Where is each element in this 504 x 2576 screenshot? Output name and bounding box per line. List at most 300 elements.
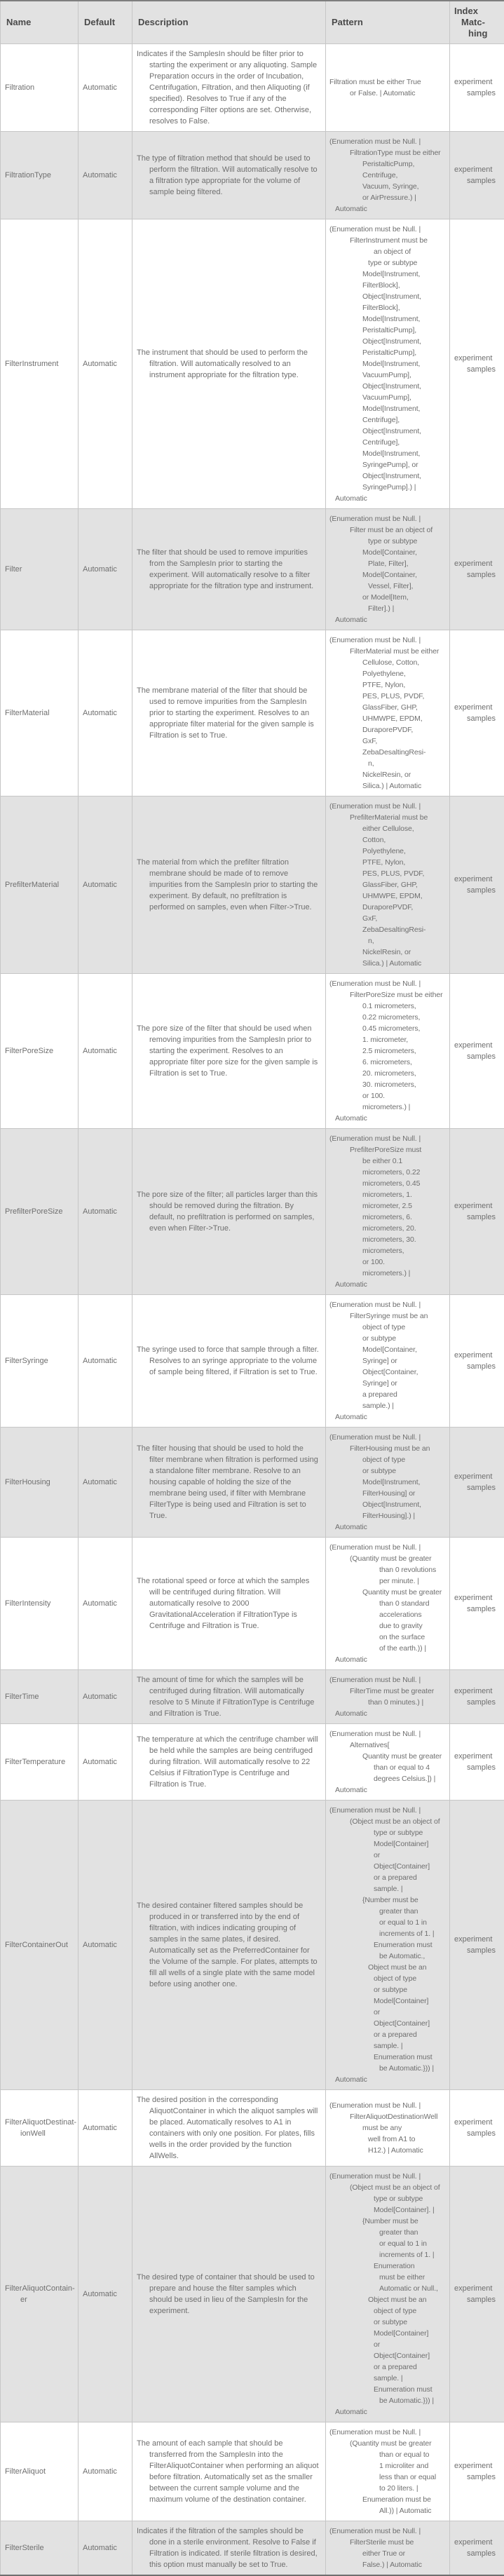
option-name-text: FilterIntensity	[1, 1598, 78, 1609]
cell-index-matching	[450, 44, 504, 132]
cell-description	[132, 1428, 326, 1538]
cell-pattern	[326, 219, 450, 509]
option-name-text: FilterPoreSize	[1, 1045, 78, 1057]
pattern-line-text: Syringe] or	[326, 1378, 449, 1389]
pattern-line-text: Object[Container]	[326, 1861, 449, 1872]
pattern-line-text: Model[Container]. |	[326, 2204, 449, 2216]
pattern-line-text: GlassFiber, GHP,	[326, 702, 449, 713]
cell-index-matching	[450, 1724, 504, 1801]
pattern-line-text: than or equal to	[326, 2449, 449, 2460]
pattern-line-text: Model[Container,	[326, 547, 449, 558]
table-row-FilterTemperature	[1, 1724, 504, 1801]
pattern-line-text: object of type	[326, 1454, 449, 1465]
pattern-line-text: or equal to 1 in	[326, 1917, 449, 1928]
description-text: The desired position in the corresponding AliquotContainer in which the aliquot samples will be placed. Automatically resolves to A1 in containers with only one position. For plates, fills wells in the order provided by the function AllWells.	[132, 2094, 325, 2162]
cell-default-value	[79, 44, 132, 132]
pattern-line-text: type or subtype	[326, 536, 449, 547]
pattern-line-text: Automatic	[326, 1521, 449, 1533]
pattern-line-text: Automatic or Null.,	[326, 2283, 449, 2294]
pattern-line-text: greater than	[326, 1906, 449, 1917]
pattern-line-text: (Enumeration must be Null. |	[326, 978, 449, 989]
cell-index-matching	[450, 2422, 504, 2521]
pattern-line-text: Centrifuge,	[326, 170, 449, 181]
column-header-label: Pattern	[326, 17, 363, 27]
pattern-line-text: Object[Instrument,	[326, 470, 449, 482]
description-text: The material from which the prefilter filtration membrane should be made of to remove impurities from the SamplesIn prior to starting the experiment. By default, no prefiltration is performed on samples, even when Filter->True.	[132, 857, 325, 913]
pattern-line-text: (Enumeration must be Null. |	[326, 1299, 449, 1310]
option-name-text: PrefilterPoreSize	[1, 1206, 78, 1217]
cell-option-name	[1, 2167, 79, 2422]
default-value-text: Automatic	[79, 879, 132, 890]
cell-option-name	[1, 974, 79, 1129]
cell-default-value	[79, 2422, 132, 2521]
pattern-line-text: either Cellulose,	[326, 823, 449, 834]
pattern-line-text: per minute. |	[326, 1575, 449, 1587]
pattern-line-text: 0.45 micrometers,	[326, 1023, 449, 1034]
option-name-text: Filter	[1, 564, 78, 575]
pattern-line-text: {Number must be	[326, 1894, 449, 1906]
cell-pattern	[326, 796, 450, 974]
pattern-line-text: object of type	[326, 1322, 449, 1333]
default-value-text: Automatic	[79, 564, 132, 575]
index-matching-text: experiment samples	[450, 1686, 504, 1708]
option-name-text: FilterHousing	[1, 1477, 78, 1488]
pattern-line-text: or Model[Item,	[326, 592, 449, 603]
cell-index-matching	[450, 796, 504, 974]
cell-index-matching	[450, 1428, 504, 1538]
option-name-text: FilterAliquotDestinat-	[1, 2117, 78, 2128]
cell-option-name	[1, 2090, 79, 2167]
pattern-line-text: DuraporePVDF,	[326, 902, 449, 913]
pattern-line-text: Polyethylene,	[326, 668, 449, 679]
option-name-text: FilterMaterial	[1, 707, 78, 719]
pattern-line-text: Object must be an	[326, 2294, 449, 2305]
pattern-line-text: (Enumeration must be Null. |	[326, 1728, 449, 1740]
pattern-line-text: GlassFiber, GHP,	[326, 879, 449, 890]
cell-option-name	[1, 1129, 79, 1295]
pattern-line-text: well from A1 to	[326, 2134, 449, 2145]
pattern-line-text: Model[Container]	[326, 2328, 449, 2339]
pattern-line-text: to 20 liters. |	[326, 2483, 449, 2494]
cell-option-name	[1, 1724, 79, 1801]
cell-option-name	[1, 1538, 79, 1670]
pattern-line-text: PeristalticPump],	[326, 347, 449, 358]
table-row-Filter	[1, 509, 504, 630]
pattern-line-text: PeristalticPump,	[326, 158, 449, 170]
pattern-line-text: All.)) | Automatic	[326, 2505, 449, 2516]
cell-option-name	[1, 219, 79, 509]
pattern-line-text: (Enumeration must be Null. |	[326, 136, 449, 147]
cell-option-name	[1, 509, 79, 630]
table-row-FilterIntensity	[1, 1538, 504, 1670]
pattern-line-text: Automatic	[326, 1113, 449, 1124]
pattern-line-text: FilterBlock],	[326, 302, 449, 313]
default-value-text: Automatic	[79, 1477, 132, 1488]
pattern-line-text: GxF,	[326, 913, 449, 924]
table-row-FilterHousing	[1, 1428, 504, 1538]
cell-index-matching	[450, 1295, 504, 1428]
cell-pattern	[326, 132, 450, 219]
pattern-line-text: FilterBlock],	[326, 280, 449, 291]
index-matching-text: experiment samples	[450, 1350, 504, 1372]
cell-description	[132, 1670, 326, 1724]
cell-description	[132, 2422, 326, 2521]
pattern-line-text: PrefilterPoreSize must	[326, 1144, 449, 1155]
index-matching-text: experiment samples	[450, 1592, 504, 1615]
cell-pattern	[326, 1724, 450, 1801]
pattern-line-text: ZebaDesaltingResi-	[326, 924, 449, 935]
index-matching-text: experiment samples	[450, 2283, 504, 2305]
pattern-line-text: than or equal to 4	[326, 1762, 449, 1773]
pattern-line-text: micrometers.) |	[326, 1268, 449, 1279]
pattern-line-text: than 0 minutes.) |	[326, 1697, 449, 1708]
table-row-FiltrationType	[1, 132, 504, 219]
pattern-line-text: Object[Container]	[326, 2018, 449, 2029]
cell-pattern	[326, 1295, 450, 1428]
default-value-text: Automatic	[79, 707, 132, 719]
default-value-text: Automatic	[79, 358, 132, 370]
header-row	[1, 1, 504, 44]
default-value-text: Automatic	[79, 1355, 132, 1367]
pattern-line-text: Model[Instrument,	[326, 403, 449, 414]
pattern-line-text: FilterPoreSize must be either	[326, 989, 449, 1001]
default-value-text: Automatic	[79, 2122, 132, 2134]
pattern-line-text: micrometer, 2.5	[326, 1200, 449, 1212]
index-matching-text: experiment samples	[450, 1471, 504, 1493]
pattern-line-text: or equal to 1 in	[326, 2238, 449, 2249]
pattern-line-text: micrometers, 30.	[326, 1234, 449, 1245]
table-row-FilterAliquotDestinationWell	[1, 2090, 504, 2167]
index-matching-text: experiment samples	[450, 1040, 504, 1062]
pattern-line-text: (Enumeration must be Null. |	[326, 1674, 449, 1686]
cell-description	[132, 796, 326, 974]
pattern-line-text: than 0 revolutions	[326, 1564, 449, 1575]
option-name-text: FilterAliquot	[1, 2466, 78, 2477]
pattern-line-text: 0.22 micrometers,	[326, 1012, 449, 1023]
cell-description	[132, 2521, 326, 2576]
pattern-line-text: Polyethylene,	[326, 846, 449, 857]
description-text: Indicates if the filtration of the samples should be done in a sterile environment. Resolve to False if Filtration is indicated. If sterile filtration is desired, this option must manually be set to True.	[132, 2526, 325, 2570]
pattern-line-text: (Quantity must be greater	[326, 1553, 449, 1564]
index-matching-text: experiment samples	[450, 2537, 504, 2559]
pattern-line-text: Cotton,	[326, 834, 449, 846]
cell-pattern	[326, 1129, 450, 1295]
table-row-FilterAliquotContainer	[1, 2167, 504, 2422]
index-matching-text: experiment samples	[450, 558, 504, 581]
default-value-text: Automatic	[79, 170, 132, 181]
pattern-line-text: H12.) | Automatic	[326, 2145, 449, 2156]
index-matching-text: experiment samples	[450, 1200, 504, 1223]
pattern-line-text: (Enumeration must be Null. |	[326, 801, 449, 812]
default-value-text: Automatic	[79, 2289, 132, 2300]
cell-index-matching	[450, 1801, 504, 2090]
pattern-line-text: Enumeration must be	[326, 2494, 449, 2505]
pattern-line-text: Automatic	[326, 1411, 449, 1423]
description-text: The pore size of the filter; all particles larger than this should be removed during the filtration. By default, no prefiltration is performed on samples, even when Filter->True.	[132, 1189, 325, 1234]
pattern-line-text: Model[Instrument,	[326, 358, 449, 370]
pattern-line-text: (Enumeration must be Null. |	[326, 1542, 449, 1553]
pattern-line-text: Enumeration must	[326, 2384, 449, 2395]
pattern-line-text: FilterHousing] or	[326, 1488, 449, 1499]
pattern-line-text: Centrifuge],	[326, 437, 449, 448]
pattern-line-text: increments of 1. |	[326, 1928, 449, 1939]
pattern-line-text: or a prepared	[326, 2029, 449, 2040]
pattern-line-text: FilterSyringe must be an	[326, 1310, 449, 1322]
cell-default-value	[79, 1724, 132, 1801]
cell-description	[132, 132, 326, 219]
cell-default-value	[79, 2090, 132, 2167]
pattern-line-text: or 100.	[326, 1256, 449, 1268]
pattern-line-text: Vacuum, Syringe,	[326, 181, 449, 192]
description-text: The desired type of container that should be used to prepare and house the filter samples which should be used in lieu of the SamplesIn for the experiment.	[132, 2272, 325, 2317]
description-text: The membrane material of the filter that should be used to remove impurities from the SamplesIn prior to starting the experiment. Resolves to an appropriate filter material for the given sample is Filtration is set to True.	[132, 685, 325, 741]
pattern-line-text: micrometers,	[326, 1245, 449, 1256]
pattern-line-text: either True or	[326, 2548, 449, 2559]
pattern-line-text: Model[Instrument,	[326, 448, 449, 459]
pattern-line-text: (Enumeration must be Null. |	[326, 635, 449, 646]
cell-description	[132, 2167, 326, 2422]
pattern-line-text: object of type	[326, 2305, 449, 2317]
pattern-line-text: or a prepared	[326, 1872, 449, 1883]
pattern-line-text: Silica.) | Automatic	[326, 780, 449, 792]
cell-option-name	[1, 132, 79, 219]
pattern-line-text: Vessel, Filter],	[326, 581, 449, 592]
pattern-line-text: Automatic	[326, 2074, 449, 2085]
pattern-line-text: Quantity must be greater	[326, 1751, 449, 1762]
pattern-line-text: UHMWPE, EPDM,	[326, 890, 449, 902]
pattern-line-text: be Automatic.,	[326, 1951, 449, 1962]
pattern-line-text: or	[326, 2007, 449, 2018]
index-matching-text: experiment samples	[450, 2460, 504, 2483]
pattern-line-text: be Automatic.})) |	[326, 2063, 449, 2074]
cell-index-matching	[450, 2167, 504, 2422]
pattern-line-text: NickelResin, or	[326, 769, 449, 780]
pattern-line-text: Object[Instrument,	[326, 336, 449, 347]
table-row-FilterInstrument	[1, 219, 504, 509]
description-text: The filter that should be used to remove impurities from the SamplesIn prior to starting the experiment. Will automatically resolve to a filter appropriate for the filtration type and instrument.	[132, 547, 325, 592]
cell-index-matching	[450, 1538, 504, 1670]
column-header-label: Index	[450, 6, 504, 17]
cell-description	[132, 44, 326, 132]
cell-description	[132, 1724, 326, 1801]
table-row-PrefilterPoreSize	[1, 1129, 504, 1295]
cell-option-name	[1, 796, 79, 974]
cell-option-name	[1, 1295, 79, 1428]
pattern-line-text: VacuumPump],	[326, 392, 449, 403]
pattern-line-text: NickelResin, or	[326, 947, 449, 958]
cell-index-matching	[450, 974, 504, 1129]
pattern-line-text: (Enumeration must be Null. |	[326, 2427, 449, 2438]
pattern-line-text: sample. |	[326, 1883, 449, 1894]
default-value-text: Automatic	[79, 1598, 132, 1609]
cell-pattern	[326, 974, 450, 1129]
cell-description	[132, 2090, 326, 2167]
index-matching-text: experiment samples	[450, 164, 504, 187]
pattern-line-text: (Quantity must be greater	[326, 2438, 449, 2449]
pattern-line-text: 2.5 micrometers,	[326, 1045, 449, 1057]
pattern-line-text: Model[Instrument,	[326, 269, 449, 280]
pattern-line-text: Automatic	[326, 203, 449, 215]
option-name-text: FilterInstrument	[1, 358, 78, 370]
pattern-line-text: Model[Instrument,	[326, 1477, 449, 1488]
option-name-text: FilterAliquotContain-	[1, 2283, 78, 2294]
pattern-line-text: accelerations	[326, 1609, 449, 1620]
cell-index-matching	[450, 630, 504, 796]
index-matching-text: experiment samples	[450, 76, 504, 99]
pattern-line-text: Object[Container]	[326, 2350, 449, 2361]
description-text: The rotational speed or force at which the samples will be centrifuged during filtration. Will automatically resolve to 2000 GravitationalAcceleration if FiltrationType is Centrifuge and Filtration is True.	[132, 1575, 325, 1632]
cell-pattern	[326, 2521, 450, 2576]
pattern-line-text: or False. | Automatic	[326, 88, 449, 99]
pattern-line-text: or subtype	[326, 1984, 449, 1995]
pattern-line-text: FilterHousing must be an	[326, 1443, 449, 1454]
column-header-default	[79, 1, 132, 44]
pattern-line-text: Object[Instrument,	[326, 381, 449, 392]
pattern-line-text: (Enumeration must be Null. |	[326, 1432, 449, 1443]
pattern-line-text: micrometers.) |	[326, 1101, 449, 1113]
pattern-line-text: Model[Container,	[326, 569, 449, 581]
pattern-line-text: FilterInstrument must be	[326, 235, 449, 246]
pattern-line-text: or AirPressure.) |	[326, 192, 449, 203]
pattern-line-text: due to gravity	[326, 1620, 449, 1632]
column-header-label: Default	[79, 17, 115, 27]
pattern-line-text: Filter].) |	[326, 603, 449, 614]
pattern-line-text: Silica.) | Automatic	[326, 958, 449, 969]
pattern-line-text: FilterSterile must be	[326, 2537, 449, 2548]
cell-index-matching	[450, 1670, 504, 1724]
pattern-line-text: micrometers, 0.45	[326, 1178, 449, 1189]
cell-index-matching	[450, 2521, 504, 2576]
pattern-line-text: FiltrationType must be either	[326, 147, 449, 158]
pattern-line-text: object of type	[326, 1973, 449, 1984]
pattern-line-text: 1. micrometer,	[326, 1034, 449, 1045]
cell-default-value	[79, 630, 132, 796]
cell-default-value	[79, 1670, 132, 1724]
table-header	[1, 1, 504, 44]
pattern-line-text: Model[Container]	[326, 1838, 449, 1850]
pattern-line-text: Automatic	[326, 1654, 449, 1665]
cell-description	[132, 1801, 326, 2090]
default-value-text: Automatic	[79, 82, 132, 93]
column-header-pattern	[326, 1, 450, 44]
pattern-line-text: must be any	[326, 2122, 449, 2134]
cell-description	[132, 974, 326, 1129]
cell-pattern	[326, 2090, 450, 2167]
cell-pattern	[326, 44, 450, 132]
pattern-line-text: Object[Container,	[326, 1367, 449, 1378]
pattern-line-text: or subtype	[326, 1465, 449, 1477]
index-matching-text: experiment samples	[450, 1751, 504, 1773]
option-name-text: FiltrationType	[1, 170, 78, 181]
cell-option-name	[1, 1801, 79, 2090]
pattern-line-text: Enumeration must	[326, 1939, 449, 1951]
cell-pattern	[326, 1670, 450, 1724]
pattern-line-text: than 0 standard	[326, 1598, 449, 1609]
index-matching-text: experiment samples	[450, 1934, 504, 1956]
index-matching-text: experiment samples	[450, 353, 504, 375]
pattern-line-text: sample.) |	[326, 1400, 449, 1411]
default-value-text: Automatic	[79, 2542, 132, 2554]
pattern-line-text: sample. |	[326, 2373, 449, 2384]
cell-description	[132, 630, 326, 796]
table-row-FilterContainerOut	[1, 1801, 504, 2090]
default-value-text: Automatic	[79, 1939, 132, 1951]
cell-default-value	[79, 1428, 132, 1538]
cell-default-value	[79, 1801, 132, 2090]
cell-default-value	[79, 796, 132, 974]
cell-pattern	[326, 630, 450, 796]
pattern-line-text: less than or equal	[326, 2472, 449, 2483]
pattern-line-text: increments of 1. |	[326, 2249, 449, 2260]
cell-option-name	[1, 1428, 79, 1538]
column-header-description	[132, 1, 326, 44]
pattern-line-text: Object must be an	[326, 1962, 449, 1973]
pattern-line-text: DuraporePVDF,	[326, 724, 449, 735]
description-text: The filter housing that should be used to hold the filter membrane when filtration is performed using a standalone filter membrane. Resolve to an housing capable of holding the size of the membrane being used, if filter with Membrane FilterType is being used and Filtration is set to True.	[132, 1443, 325, 1521]
pattern-line-text: 20. micrometers,	[326, 1068, 449, 1079]
pattern-line-text: or subtype	[326, 1333, 449, 1344]
pattern-line-text: 0.1 micrometers,	[326, 1001, 449, 1012]
description-text: The temperature at which the centrifuge chamber will be held while the samples are being centrifuged during filtration. Will automatically resolve to 22 Celsius if FiltrationType is Centrifuge and Filtration is True.	[132, 1734, 325, 1790]
option-name-text: Filtration	[1, 82, 78, 93]
pattern-line-text: of the earth.)) |	[326, 1643, 449, 1654]
cell-pattern	[326, 2422, 450, 2521]
option-name-text: FilterContainerOut	[1, 1939, 78, 1951]
description-text: The pore size of the filter that should be used when removing impurities from the SamplesIn prior to starting the experiment. Resolves to an appropriate filter pore size for the given sample is Filtration is set to True.	[132, 1023, 325, 1079]
pattern-line-text: PeristalticPump],	[326, 325, 449, 336]
pattern-line-text: (Enumeration must be Null. |	[326, 1133, 449, 1144]
pattern-line-text: n,	[326, 935, 449, 947]
table-row-Filtration	[1, 44, 504, 132]
pattern-line-text: sample. |	[326, 2040, 449, 2052]
option-name-text: FilterTemperature	[1, 1756, 78, 1768]
description-text: Indicates if the SamplesIn should be filter prior to starting the experiment or any aliquoting. Sample Preparation occurs in the order of Incubation, Centrifugation, Filtration, and then Aliquoting (if specified). Resolves to True if any of the corresponding Filter options are set. Otherwise, resolves to False.	[132, 48, 325, 127]
pattern-line-text: micrometers, 6.	[326, 1212, 449, 1223]
cell-description	[132, 1129, 326, 1295]
cell-index-matching	[450, 1129, 504, 1295]
column-header-name	[1, 1, 79, 44]
pattern-line-text: or	[326, 2339, 449, 2350]
table-row-PrefilterMaterial	[1, 796, 504, 974]
pattern-line-text: on the surface	[326, 1632, 449, 1643]
pattern-line-text: Model[Container,	[326, 1344, 449, 1355]
pattern-line-text: or a prepared	[326, 2361, 449, 2373]
table-row-FilterSyringe	[1, 1295, 504, 1428]
pattern-line-text: Centrifuge],	[326, 414, 449, 426]
default-value-text: Automatic	[79, 1206, 132, 1217]
description-text: The syringe used to force that sample through a filter. Resolves to an syringe appropriate to the volume of sample being filtered, if Filtration is set to True.	[132, 1344, 325, 1378]
option-name-text: er	[1, 2294, 78, 2305]
cell-option-name	[1, 44, 79, 132]
pattern-line-text: FilterTime must be greater	[326, 1686, 449, 1697]
table-row-FilterSterile	[1, 2521, 504, 2576]
cell-default-value	[79, 1538, 132, 1670]
pattern-line-text: Filtration must be either True	[326, 76, 449, 88]
cell-option-name	[1, 2422, 79, 2521]
cell-pattern	[326, 1538, 450, 1670]
pattern-line-text: Model[Container]	[326, 1995, 449, 2007]
pattern-line-text: (Object must be an object of	[326, 2182, 449, 2193]
pattern-line-text: PES, PLUS, PVDF,	[326, 691, 449, 702]
cell-option-name	[1, 630, 79, 796]
pattern-line-text: Automatic	[326, 1279, 449, 1290]
pattern-line-text: be Automatic.})) |	[326, 2395, 449, 2406]
pattern-line-text: PrefilterMaterial must be	[326, 812, 449, 823]
pattern-line-text: type or subtype	[326, 2193, 449, 2204]
pattern-line-text: Alternatives[	[326, 1740, 449, 1751]
pattern-line-text: (Enumeration must be Null. |	[326, 2100, 449, 2111]
pattern-line-text: degrees Celsius.]) |	[326, 1773, 449, 1784]
